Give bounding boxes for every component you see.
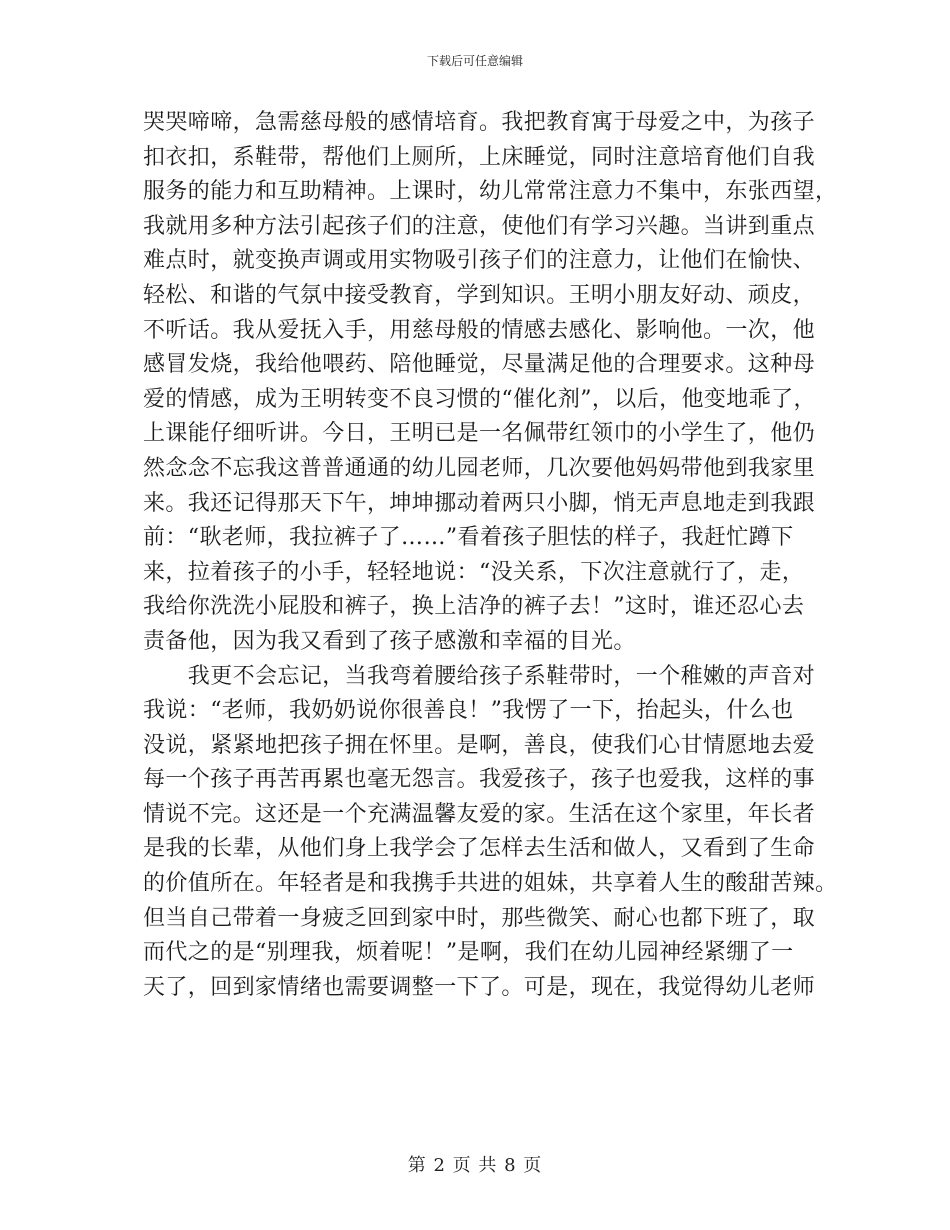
text-line: 我说：“老师，我奶奶说你很善良！”我愣了一下，抬起头，什么也 xyxy=(143,698,794,724)
text-line: 服务的能力和互助精神。上课时，幼儿常常注意力不集中，东张西望， xyxy=(143,179,838,205)
text-line: 我给你洗洗小屁股和裤子，换上洁净的裤子去！”这时，谁还忍心去 xyxy=(143,594,805,620)
page-footer xyxy=(0,1155,950,1177)
text-line: 天了，回到家情绪也需要调整一下了。可是，现在，我觉得幼儿老师 xyxy=(143,974,816,1000)
text-line: 然念念不忘我这普普通通的幼儿园老师，几次要他妈妈带他到我家里 xyxy=(143,455,816,481)
page-header-note: 下载后可任意编辑 xyxy=(426,54,523,68)
total-pages-number: 8 xyxy=(504,1155,517,1176)
text-line: 但当自己带着一身疲乏回到家中时，那些微笑、耐心也都下班了，取 xyxy=(143,905,816,931)
text-line: 扣衣扣，系鞋带，帮他们上厕所，上床睡觉，同时注意培育他们自我 xyxy=(143,144,816,170)
current-page-number: 2 xyxy=(433,1155,446,1176)
footer-suffix: 页 xyxy=(523,1155,543,1176)
text-line: 我就用多种方法引起孩子们的注意，使他们有学习兴趣。当讲到重点 xyxy=(143,213,816,239)
text-line: 是我的长辈，从他们身上我学会了怎样去生活和做人，又看到了生命 xyxy=(143,836,816,862)
text-line: 爱的情感，成为王明转变不良习惯的“催化剂”，以后，他变地乖了， xyxy=(143,386,816,412)
text-line: 不听话。我从爱抚入手，用慈母般的情感去感化、影响他。一次，他 xyxy=(143,317,816,343)
text-line: 来。我还记得那天下午，坤坤挪动着两只小脚，悄无声息地走到我跟 xyxy=(143,490,816,516)
text-line: 责备他，因为我又看到了孩子感激和幸福的目光。 xyxy=(143,628,636,654)
text-line: 没说，紧紧地把孩子拥在怀里。是啊，善良，使我们心甘情愿地去爱 xyxy=(143,732,816,758)
footer-middle: 页 共 xyxy=(452,1155,498,1176)
text-line: 难点时，就变换声调或用实物吸引孩子们的注意力，让他们在愉快、 xyxy=(143,248,816,274)
text-line: 情说不完。这还是一个充满温馨友爱的家。生活在这个家里，年长者 xyxy=(143,801,816,827)
text-line: 上课能仔细听讲。今日，王明已是一名佩带红领巾的小学生了，他仍 xyxy=(143,421,816,447)
text-line: 来，拉着孩子的小手，轻轻地说：“没关系，下次注意就行了，走， xyxy=(143,559,805,585)
text-line: 每一个孩子再苦再累也毫无怨言。我爱孩子，孩子也爱我，这样的事 xyxy=(143,767,816,793)
text-line: 哭哭啼啼，急需慈母般的感情培育。我把教育寓于母爱之中，为孩子 xyxy=(143,110,816,135)
document-body xyxy=(143,106,838,1005)
text-line: 前：“耿老师，我拉裤子了……”看着孩子胆怯的样子，我赶忙蹲下 xyxy=(143,525,794,551)
footer-prefix: 第 xyxy=(407,1155,427,1176)
text-line: 轻松、和谐的气氛中接受教育，学到知识。王明小朋友好动、顽皮， xyxy=(143,282,816,308)
text-line: 感冒发烧，我给他喂药、陪他睡觉，尽量满足他的合理要求。这种母 xyxy=(143,352,816,378)
text-line: 的价值所在。年轻者是和我携手共进的姐妹，共享着人生的酸甜苦辣。 xyxy=(143,871,838,897)
text-line: 我更不会忘记，当我弯着腰给孩子系鞋带时，一个稚嫩的声音对 xyxy=(143,663,816,689)
text-line: 而代之的是“别理我，烦着呢！”是啊，我们在幼儿园神经紧绷了一 xyxy=(143,940,794,966)
